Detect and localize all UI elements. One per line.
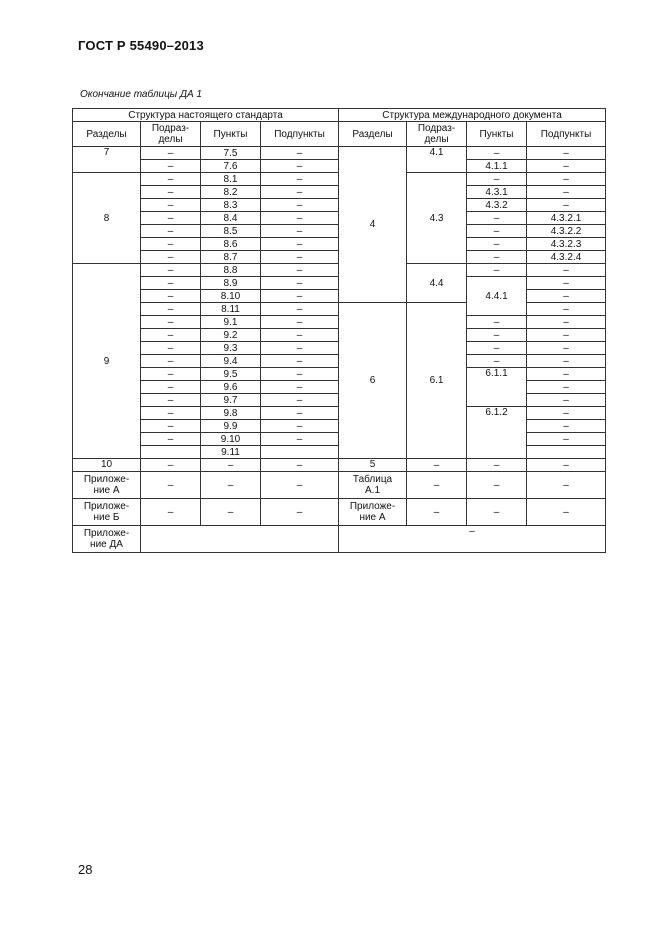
- dash-cell: –: [261, 277, 339, 290]
- right-point-cell: –: [467, 355, 527, 368]
- dash-cell: –: [527, 459, 606, 472]
- right-point-cell: –: [467, 238, 527, 251]
- dash-cell: –: [141, 342, 201, 355]
- right-subpoint-cell: –: [527, 329, 606, 342]
- dash-cell: –: [201, 472, 261, 499]
- dash-cell: –: [141, 225, 201, 238]
- dash-cell: –: [141, 329, 201, 342]
- dash-cell: –: [141, 394, 201, 407]
- right-point-cell: –: [467, 329, 527, 342]
- right-appendix-cell: Таблица А.1: [339, 472, 407, 499]
- right-subpoint-cell: 4.3.2.4: [527, 251, 606, 264]
- right-subpoint-cell: –: [527, 264, 606, 277]
- left-point-cell: 9.2: [201, 329, 261, 342]
- dash-cell: –: [141, 251, 201, 264]
- dash-cell: –: [261, 303, 339, 316]
- right-subpoint-cell: 4.3.2.1: [527, 212, 606, 225]
- right-subpoint-cell: –: [527, 160, 606, 173]
- left-section-cell: 7: [73, 147, 141, 173]
- dash-cell: –: [407, 472, 467, 499]
- right-point-cell: 4.3.2: [467, 199, 527, 212]
- dash-cell: –: [141, 160, 201, 173]
- dash-cell: –: [261, 381, 339, 394]
- left-point-cell: 8.5: [201, 225, 261, 238]
- right-subpoint-cell: –: [527, 368, 606, 381]
- dash-cell: –: [201, 459, 261, 472]
- left-point-cell: 9.7: [201, 394, 261, 407]
- right-subpoint-cell: –: [527, 147, 606, 160]
- blank-cell: [261, 446, 339, 459]
- dash-cell: –: [141, 238, 201, 251]
- right-subpoint-cell: –: [527, 186, 606, 199]
- dash-cell: –: [261, 459, 339, 472]
- left-point-cell: 9.11: [201, 446, 261, 459]
- dash-cell: –: [141, 499, 201, 526]
- blank-cell: [527, 446, 606, 459]
- left-point-cell: 8.8: [201, 264, 261, 277]
- correspondence-table: [72, 108, 606, 553]
- right-subsection-cell: 6.1: [407, 303, 467, 459]
- left-point-cell: 8.1: [201, 173, 261, 186]
- right-point-cell: –: [467, 212, 527, 225]
- right-subpoint-cell: –: [527, 303, 606, 316]
- dash-cell: –: [141, 420, 201, 433]
- dash-cell: –: [261, 433, 339, 446]
- left-appendix-cell: Приложе- ние Б: [73, 499, 141, 526]
- left-col-points: Пункты: [201, 122, 261, 147]
- blank-cell: [141, 526, 339, 553]
- right-point-cell: 4.1.1: [467, 160, 527, 173]
- blank-cell: [141, 446, 201, 459]
- right-point-cell: –: [467, 173, 527, 186]
- dash-cell: –: [261, 342, 339, 355]
- dash-cell: –: [141, 199, 201, 212]
- page-number: 28: [78, 862, 93, 877]
- right-col-points: Пункты: [467, 122, 527, 147]
- dash-cell: –: [141, 147, 201, 160]
- left-appendix-cell: Приложе- ние ДА: [73, 526, 141, 553]
- dash-cell: –: [261, 212, 339, 225]
- right-point-cell: –: [467, 342, 527, 355]
- right-point-cell: –: [467, 251, 527, 264]
- left-point-cell: 8.11: [201, 303, 261, 316]
- right-section-cell: 6: [339, 303, 407, 459]
- dash-cell: –: [141, 264, 201, 277]
- right-point-cell: 6.1.1: [467, 368, 527, 407]
- left-group-header: Структура настоящего стандарта: [73, 109, 339, 122]
- dash-cell: –: [261, 368, 339, 381]
- right-point-cell: 4.4.1: [467, 277, 527, 316]
- right-point-cell: 4.3.1: [467, 186, 527, 199]
- right-point-cell: –: [467, 316, 527, 329]
- right-subpoint-cell: –: [527, 342, 606, 355]
- right-subsection-cell: 4.3: [407, 173, 467, 264]
- dash-cell: –: [261, 147, 339, 160]
- left-point-cell: 8.2: [201, 186, 261, 199]
- left-section-cell: 9: [73, 264, 141, 459]
- left-point-cell: 8.7: [201, 251, 261, 264]
- dash-cell: –: [261, 394, 339, 407]
- left-point-cell: 8.3: [201, 199, 261, 212]
- right-col-subpoints: Подпункты: [527, 122, 606, 147]
- dash-cell: –: [261, 238, 339, 251]
- right-appendix-cell: Приложе- ние А: [339, 499, 407, 526]
- right-col-sections: Разделы: [339, 122, 407, 147]
- right-subpoint-cell: –: [527, 420, 606, 433]
- left-point-cell: 9.4: [201, 355, 261, 368]
- left-point-cell: 8.9: [201, 277, 261, 290]
- dash-cell: –: [261, 499, 339, 526]
- dash-cell: –: [141, 277, 201, 290]
- dash-cell: –: [141, 173, 201, 186]
- dash-cell: –: [261, 316, 339, 329]
- right-subpoint-cell: 4.3.2.2: [527, 225, 606, 238]
- left-point-cell: 9.10: [201, 433, 261, 446]
- left-point-cell: 9.5: [201, 368, 261, 381]
- dash-cell: –: [141, 381, 201, 394]
- dash-cell: –: [261, 160, 339, 173]
- right-subpoint-cell: –: [527, 407, 606, 420]
- dash-cell: –: [339, 526, 606, 553]
- dash-cell: –: [141, 316, 201, 329]
- left-point-cell: 9.3: [201, 342, 261, 355]
- dash-cell: –: [261, 472, 339, 499]
- right-subsection-cell: 4.1: [407, 147, 467, 173]
- dash-cell: –: [527, 499, 606, 526]
- dash-cell: –: [261, 355, 339, 368]
- left-point-cell: 9.6: [201, 381, 261, 394]
- right-subpoint-cell: –: [527, 173, 606, 186]
- left-point-cell: 9.8: [201, 407, 261, 420]
- dash-cell: –: [261, 290, 339, 303]
- dash-cell: –: [261, 264, 339, 277]
- dash-cell: –: [467, 472, 527, 499]
- document-header: ГОСТ Р 55490–2013: [78, 38, 204, 53]
- left-point-cell: 8.6: [201, 238, 261, 251]
- dash-cell: –: [527, 472, 606, 499]
- left-section-cell: 8: [73, 173, 141, 264]
- dash-cell: –: [407, 499, 467, 526]
- right-point-cell: –: [467, 225, 527, 238]
- dash-cell: –: [261, 329, 339, 342]
- right-group-header: Структура международного документа: [339, 109, 606, 122]
- left-point-cell: 8.10: [201, 290, 261, 303]
- dash-cell: –: [261, 225, 339, 238]
- dash-cell: –: [141, 186, 201, 199]
- right-subpoint-cell: –: [527, 199, 606, 212]
- dash-cell: –: [261, 407, 339, 420]
- dash-cell: –: [261, 173, 339, 186]
- dash-cell: –: [407, 459, 467, 472]
- right-subpoint-cell: –: [527, 394, 606, 407]
- right-subpoint-cell: –: [527, 433, 606, 446]
- right-subpoint-cell: –: [527, 355, 606, 368]
- right-point-cell: –: [467, 264, 527, 277]
- dash-cell: –: [261, 251, 339, 264]
- right-subpoint-cell: –: [527, 316, 606, 329]
- dash-cell: –: [261, 199, 339, 212]
- right-section-cell: 4: [339, 147, 407, 303]
- left-point-cell: 9.9: [201, 420, 261, 433]
- dash-cell: –: [141, 407, 201, 420]
- dash-cell: –: [141, 368, 201, 381]
- left-col-subsections: Подраз- делы: [141, 122, 201, 147]
- dash-cell: –: [201, 499, 261, 526]
- right-section-cell: 5: [339, 459, 407, 472]
- dash-cell: –: [141, 290, 201, 303]
- dash-cell: –: [141, 355, 201, 368]
- dash-cell: –: [261, 420, 339, 433]
- left-point-cell: 9.1: [201, 316, 261, 329]
- left-point-cell: 7.5: [201, 147, 261, 160]
- right-subpoint-cell: –: [527, 290, 606, 303]
- right-subpoint-cell: 4.3.2.3: [527, 238, 606, 251]
- left-col-sections: Разделы: [73, 122, 141, 147]
- left-col-subpoints: Подпункты: [261, 122, 339, 147]
- left-appendix-cell: Приложе- ние А: [73, 472, 141, 499]
- dash-cell: –: [467, 499, 527, 526]
- dash-cell: –: [467, 459, 527, 472]
- right-subsection-cell: 4.4: [407, 264, 467, 303]
- dash-cell: –: [141, 433, 201, 446]
- dash-cell: –: [141, 303, 201, 316]
- dash-cell: –: [141, 212, 201, 225]
- dash-cell: –: [141, 459, 201, 472]
- table-caption: Окончание таблицы ДА 1: [80, 89, 202, 100]
- right-subpoint-cell: –: [527, 277, 606, 290]
- right-col-subsections: Подраз- делы: [407, 122, 467, 147]
- right-subpoint-cell: –: [527, 381, 606, 394]
- left-point-cell: 7.6: [201, 160, 261, 173]
- dash-cell: –: [261, 186, 339, 199]
- left-section-cell: 10: [73, 459, 141, 472]
- left-point-cell: 8.4: [201, 212, 261, 225]
- right-point-cell: 6.1.2: [467, 407, 527, 459]
- right-point-cell: –: [467, 147, 527, 160]
- dash-cell: –: [141, 472, 201, 499]
